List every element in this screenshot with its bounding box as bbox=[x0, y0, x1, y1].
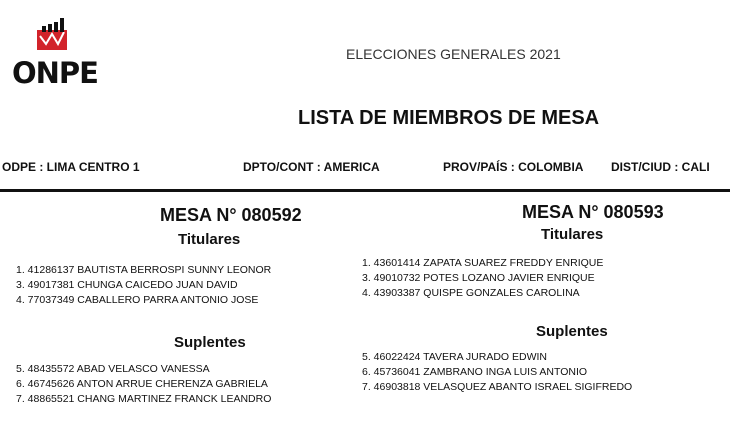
divider bbox=[0, 189, 730, 192]
list-item: 3. 49010732 POTES LOZANO JAVIER ENRIQUE bbox=[362, 272, 595, 284]
list-item: 7. 48865521 CHANG MARTINEZ FRANCK LEANDRO bbox=[16, 393, 272, 405]
onpe-logo bbox=[12, 16, 102, 96]
dist-label: DIST/CIUD : CALI bbox=[611, 160, 710, 174]
titulares-list bbox=[362, 256, 603, 301]
suplentes-heading: Suplentes bbox=[536, 323, 608, 340]
list-item: 5. 48435572 ABAD VELASCO VANESSA bbox=[16, 363, 210, 375]
list-item: 5. 46022424 TAVERA JURADO EDWIN bbox=[362, 351, 547, 363]
suplentes-list bbox=[362, 350, 632, 395]
prov-label: PROV/PAÍS : COLOMBIA bbox=[443, 160, 584, 174]
titulares-heading: Titulares bbox=[178, 231, 241, 248]
page-title: LISTA DE MIEMBROS DE MESA bbox=[298, 107, 600, 129]
logo-text: ONPE bbox=[12, 56, 98, 90]
mesa-heading: MESA N° 080592 bbox=[160, 205, 302, 225]
list-item: 3. 49017381 CHUNGA CAICEDO JUAN DAVID bbox=[16, 279, 238, 291]
election-name: ELECCIONES GENERALES 2021 bbox=[346, 46, 561, 62]
list-item: 4. 43903387 QUISPE GONZALES CAROLINA bbox=[362, 287, 580, 299]
titulares-heading: Titulares bbox=[541, 226, 604, 243]
list-item: 1. 41286137 BAUTISTA BERROSPI SUNNY LEONOR bbox=[16, 264, 272, 276]
list-item: 1. 43601414 ZAPATA SUAREZ FREDDY ENRIQUE bbox=[362, 257, 604, 269]
list-item: 4. 77037349 CABALLERO PARRA ANTONIO JOSE bbox=[16, 294, 259, 306]
suplentes-list bbox=[16, 362, 271, 407]
odpe-label: ODPE : LIMA CENTRO 1 bbox=[2, 160, 140, 174]
ballot-hand-icon bbox=[34, 16, 80, 52]
mesa-heading: MESA N° 080593 bbox=[522, 202, 664, 222]
list-item: 6. 46745626 ANTON ARRUE CHERENZA GABRIELA bbox=[16, 378, 268, 390]
list-item: 7. 46903818 VELASQUEZ ABANTO ISRAEL SIGIFREDO bbox=[362, 381, 633, 393]
dpto-label: DPTO/CONT : AMERICA bbox=[243, 160, 380, 174]
suplentes-heading: Suplentes bbox=[174, 334, 246, 351]
list-item: 6. 45736041 ZAMBRANO INGA LUIS ANTONIO bbox=[362, 366, 588, 378]
titulares-list bbox=[16, 263, 271, 308]
